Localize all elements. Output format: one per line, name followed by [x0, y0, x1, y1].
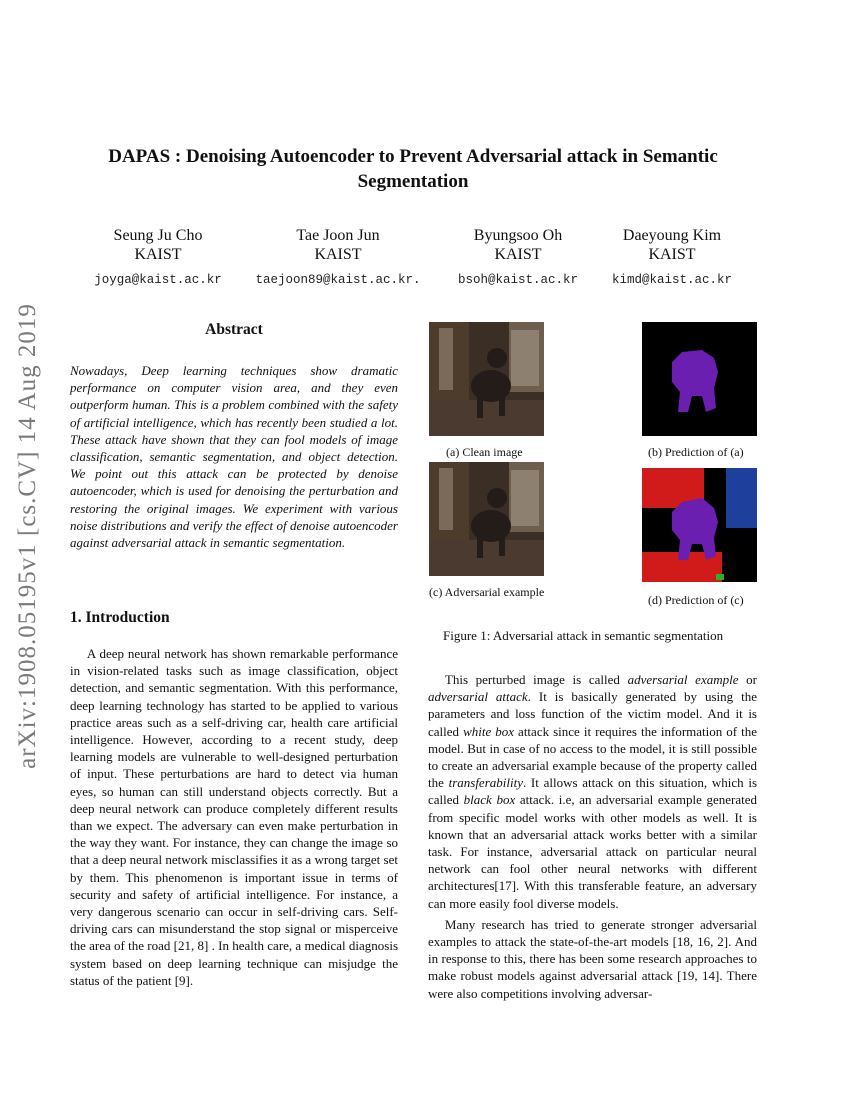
abstract-heading: Abstract	[205, 321, 263, 338]
introduction-paragraph: A deep neural network has shown remarkable performance in vision-related tasks such as image classification, object detection, and semantic segmentation. With this performance, deep learning technology has started to be applied to various practice areas such as a self-driving car, health care artificial intelligence. However, according to a recent study, deep learning models are vulnerable to well-designed perturbation of input. These perturbations are hard to detect via human eyes, so human can still understand objects correctly. But a deep neural network can produce completely different results than we expect. The adversary can even make perturbation in the way they want. For instance, they can change the image so that a deep neural network misclassifies it as a wrong target set by them. This phenomenon is important issue in terms of security and safety of artificial intelligence. For instance, a very dangerous scenario can occur in self-driving cars. Self-driving cars can misunderstand the stop signal or misperceive the area of the road [21, 8] . In health care, a medical diagnosis system based on deep learning technique can misjudge the status of the patient [9].	[70, 646, 398, 988]
prediction-adversarial	[642, 468, 757, 582]
prediction-clean-svg	[642, 322, 757, 436]
author-email: bsoh@kaist.ac.kr	[457, 273, 579, 287]
author-email: taejoon89@kaist.ac.kr.	[255, 273, 421, 287]
figure-caption: Figure 1: Adversarial attack in semantic segmentation	[443, 628, 724, 643]
author-email: joyga@kaist.ac.kr	[94, 273, 222, 287]
adversarial-image-svg	[429, 462, 544, 576]
author-name: Tae Joon Jun	[296, 227, 380, 244]
introduction-body	[70, 645, 398, 989]
author-name: Daeyoung Kim	[622, 227, 722, 244]
clean-image-svg	[429, 322, 544, 436]
paper-title: DAPAS : Denoising Autoencoder to Prevent Adversarial attack in Semantic Segmentation	[108, 146, 718, 192]
clean-image	[429, 322, 544, 436]
author-name: Seung Ju Cho	[113, 227, 203, 244]
right-paragraph-1: This perturbed image is called adversarial example or adversarial attack. It is basically generated by using the parameters and loss function of the victim model. And it is called white box attack since it requires the information of the model. But in case of no access to the model, it is still possible to create an adversarial example because of the property called the transferability. It allows attack on this situation, which is called black box attack. i.e, an adversarial example generated from specific model works with other models as well. It is known that an adversarial attack works better with a similar task. For instance, adversarial attack on particular neural network can fool other neural networks with different architectures[17]. With this transferable feature, an adversary can more easily fool diverse models.	[428, 672, 758, 911]
right-column-body	[428, 671, 757, 1002]
arxiv-identifier: arXiv:1908.05195v1 [cs.CV] 14 Aug 2019	[14, 303, 41, 769]
subcaption-d: (d) Prediction of (c)	[648, 593, 744, 607]
introduction-heading: 1. Introduction	[70, 609, 170, 626]
author-name: Byungsoo Oh	[473, 227, 563, 244]
author-4	[572, 226, 772, 290]
author-affiliation: KAIST	[134, 246, 182, 263]
subcaption-b: (b) Prediction of (a)	[648, 445, 744, 459]
author-affiliation: KAIST	[648, 246, 696, 263]
author-2	[238, 226, 438, 290]
author-affiliation: KAIST	[494, 246, 542, 263]
arxiv-sidebar	[0, 0, 56, 1100]
abstract-body: Nowadays, Deep learning techniques show dramatic performance on computer vision area, and they even outperform human. This is a problem combined with the safety of artificial intelligence, which has recently been studied a lot. These attack have shown that they can fool models of image classification, semantic segmentation, and object detection. We point out this attack can be protected by denoise autoencoder, which is used for denoising the perturbation and restoring the original images. We experiment with various noise distributions and verify the effect of denoise autoencoder against adversarial attack in semantic segmentation.	[70, 363, 398, 551]
author-email: kimd@kaist.ac.kr	[611, 273, 733, 287]
prediction-clean	[642, 322, 757, 436]
prediction-adversarial-svg	[642, 468, 757, 582]
subcaption-c: (c) Adversarial example	[429, 585, 545, 599]
subcaption-a: (a) Clean image	[446, 445, 523, 459]
adversarial-image	[429, 462, 544, 576]
author-affiliation: KAIST	[314, 246, 362, 263]
right-paragraph-2: Many research has tried to generate stronger adversarial examples to attack the state-of-the-art models [18, 16, 2]. And in response to this, there has been some research approaches to make robust models against adversarial attack [19, 14]. There were also competitions involving adversar-	[428, 916, 757, 1001]
author-1	[58, 226, 258, 290]
